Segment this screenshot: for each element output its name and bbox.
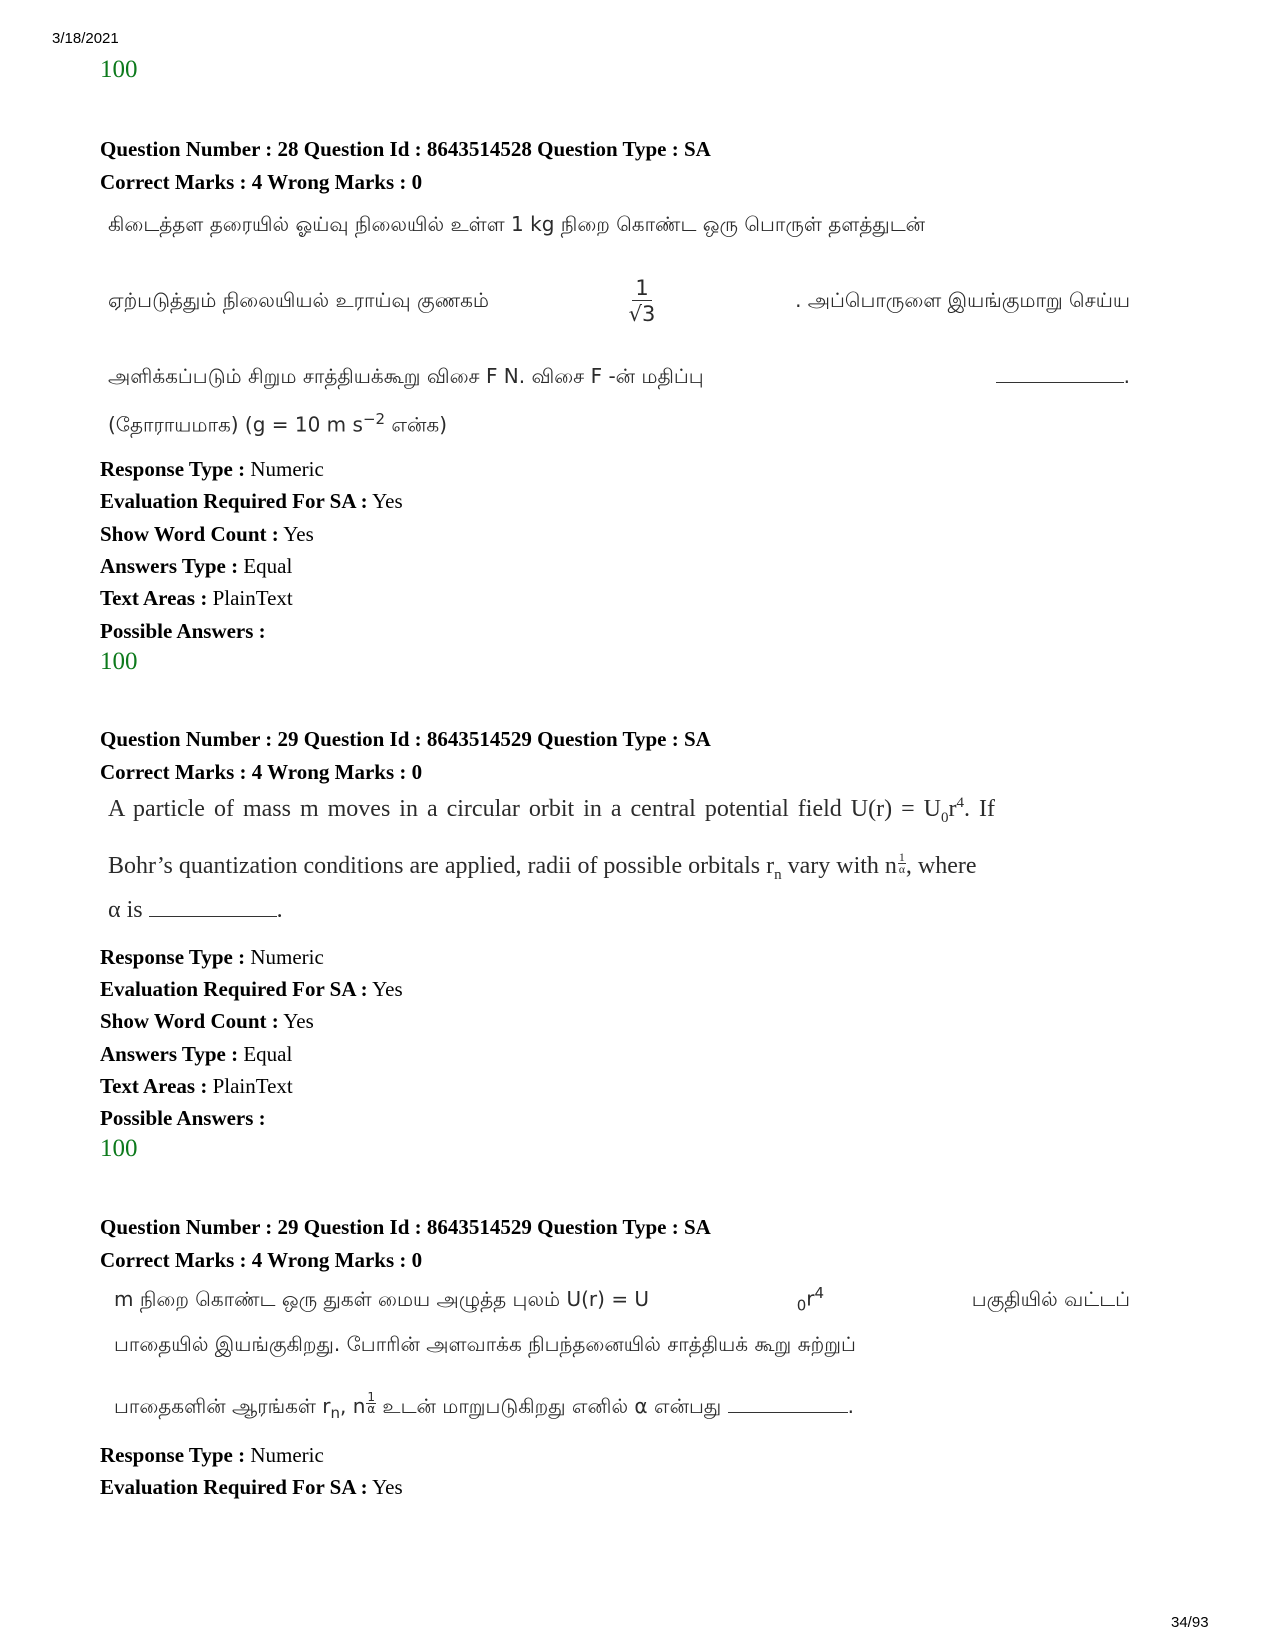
- question-text-line-3: α is .: [108, 897, 283, 923]
- question-header: Question Number : 29 Question Id : 8643514529 Question Type : SA: [100, 1215, 711, 1239]
- question-text-line-4: (தோராயமாக) (g = 10 m $s^{-2}$ என்க): [108, 410, 448, 437]
- question-marks: Correct Marks : 4 Wrong Marks : 0: [100, 170, 423, 194]
- response-type: Response Type : Numeric: [100, 457, 324, 481]
- answer-blank: [149, 916, 277, 917]
- exponent-fraction: $\frac{1}{\alpha}$: [367, 1390, 376, 1416]
- evaluation-required: Evaluation Required For SA : Yes: [100, 1475, 403, 1499]
- response-type: Response Type : Numeric: [100, 945, 324, 969]
- question-marks: Correct Marks : 4 Wrong Marks : 0: [100, 760, 423, 784]
- question-header: Question Number : 28 Question Id : 8643514528 Question Type : SA: [100, 137, 711, 161]
- question-text-line-1: A particle of mass m moves in a circular orbit in a central potential field $U(r) = U_0r^4$. If: [108, 795, 995, 826]
- answers-type: Answers Type : Equal: [100, 1042, 293, 1066]
- page-number: 34/93: [1171, 1614, 1209, 1631]
- possible-answer-value: 100: [100, 1135, 138, 1162]
- possible-answers-label: Possible Answers :: [100, 1106, 266, 1130]
- question-text-line-3: பாதைகளின் ஆரங்கள் $r_n$, n $\frac{1}{\alpha}$ உடன் மாறுபடுகிறது எனில் α என்பது .: [114, 1390, 854, 1422]
- show-word-count: Show Word Count : Yes: [100, 1009, 314, 1033]
- evaluation-required: Evaluation Required For SA : Yes: [100, 977, 403, 1001]
- response-type: Response Type : Numeric: [100, 1443, 324, 1467]
- answers-type: Answers Type : Equal: [100, 554, 293, 578]
- question-marks: Correct Marks : 4 Wrong Marks : 0: [100, 1248, 423, 1272]
- answer-blank: [728, 1412, 848, 1413]
- print-date: 3/18/2021: [52, 30, 119, 47]
- question-text-line-3: அளிக்கப்படும் சிறும சாத்தியக்கூறு விசை F N. விசை F -ன் மதிப்பு .: [108, 364, 1130, 388]
- show-word-count: Show Word Count : Yes: [100, 522, 314, 546]
- text-areas: Text Areas : PlainText: [100, 586, 293, 610]
- evaluation-required: Evaluation Required For SA : Yes: [100, 489, 403, 513]
- possible-answers-label: Possible Answers :: [100, 619, 266, 643]
- exponent-fraction: $\frac{1}{\alpha}$: [898, 850, 906, 876]
- question-text-line-1: கிடைத்தள தரையில் ஓய்வு நிலையில் உள்ள 1 kg நிறை கொண்ட ஒரு பொருள் தளத்துடன்: [108, 212, 926, 236]
- question-text-line-2: பாதையில் இயங்குகிறது. போரின் அளவாக்க நிபந்தனையில் சாத்தியக் கூறு சுற்றுப்: [114, 1332, 856, 1356]
- previous-possible-answer: 100: [100, 56, 138, 83]
- question-text-line-2: ஏற்படுத்தும் நிலையியல் உராய்வு குணகம் $\frac{1}{√3}$ . அப்பொருளை இயங்குமாறு செய்ய: [108, 275, 1130, 326]
- text-areas: Text Areas : PlainText: [100, 1074, 293, 1098]
- possible-answer-value: 100: [100, 648, 138, 675]
- question-text-line-1: m நிறை கொண்ட ஒரு துகள் மைய அழுத்த புலம் U(r) = U $_0r^4$ பகுதியில் வட்டப்: [114, 1284, 1130, 1315]
- answer-blank: [996, 382, 1124, 383]
- question-header: Question Number : 29 Question Id : 8643514529 Question Type : SA: [100, 727, 711, 751]
- friction-coefficient-fraction: $\frac{1}{√3}$: [628, 275, 656, 326]
- question-text-line-2: Bohr’s quantization conditions are applied, radii of possible orbitals $r_n$ vary with n $\frac{1}{\alpha}$ , where: [108, 850, 977, 883]
